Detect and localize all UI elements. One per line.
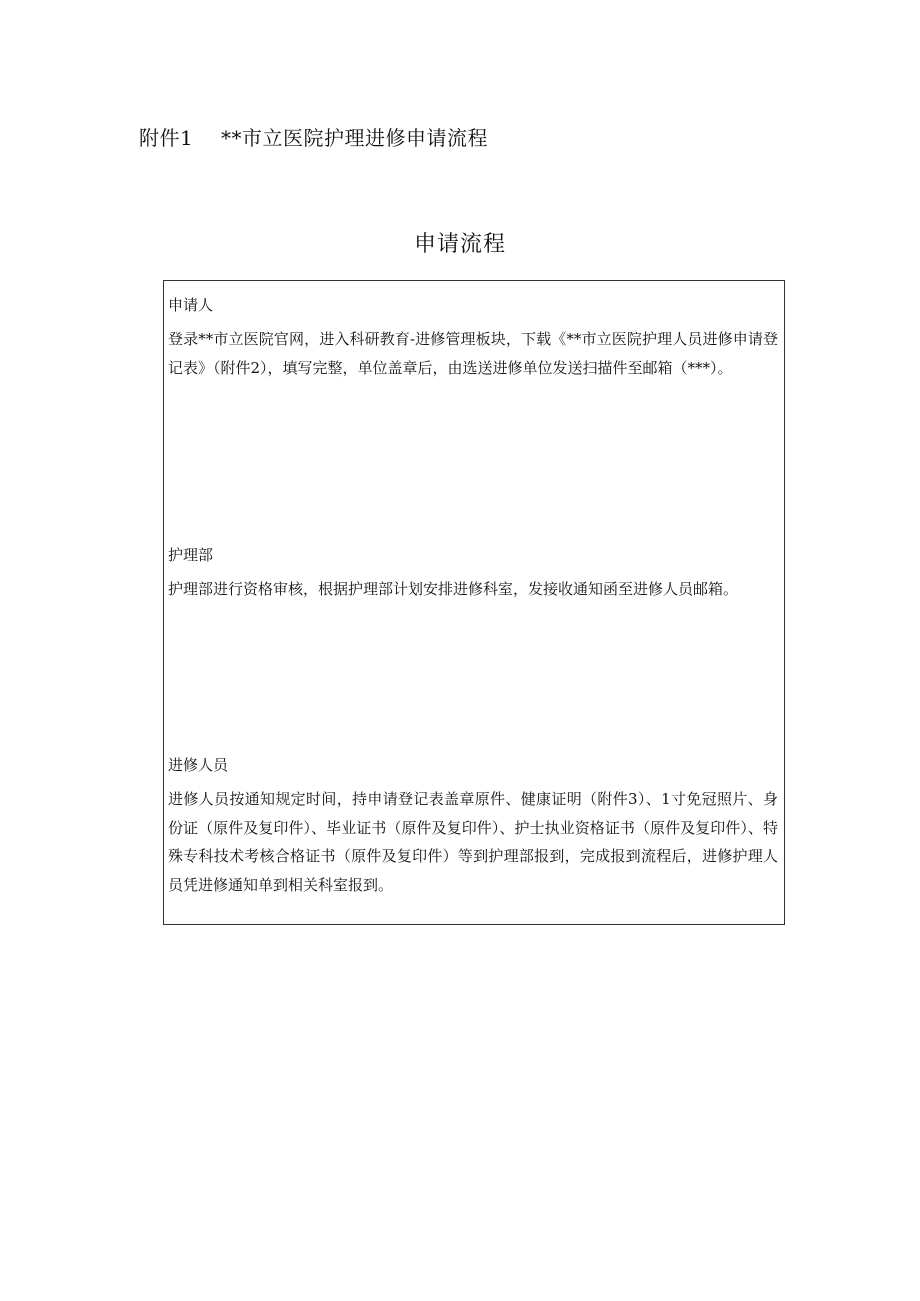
step-heading: 申请人 xyxy=(168,296,214,314)
attachment-label: 附件1 xyxy=(139,126,194,150)
step-heading: 护理部 xyxy=(168,546,214,564)
flow-step-applicant xyxy=(168,291,778,382)
flow-title: 申请流程 xyxy=(413,232,506,257)
flow-step-trainee xyxy=(168,751,778,899)
step-text: 进修人员按通知规定时间，持申请登记表盖章原件、健康证明（附件3）、1寸免冠照片、身份证（原件及复印件）、毕业证书（原件及复印件）、护士执业资格证书（原件及复印件）、特殊专科技术考核合格证书（原件及复印件）等到护理部报到，完成报到流程后，进修护理人员凭进修通知单到相关科室报到。 xyxy=(168,790,778,894)
flow-step-nursing-department xyxy=(168,541,778,604)
document-title: **市立医院护理进修申请流程 xyxy=(221,126,488,150)
flow-box xyxy=(163,280,785,925)
step-text: 登录**市立医院官网，进入科研教育-进修管理板块，下载《**市立医院护理人员进修申请登记表》（附件2），填写完整，单位盖章后，由选送进修单位发送扫描件至邮箱（***）。 xyxy=(168,330,778,377)
step-text: 护理部进行资格审核，根据护理部计划安排进修科室，发接收通知函至进修人员邮箱。 xyxy=(168,580,739,598)
step-heading: 进修人员 xyxy=(168,756,229,774)
document-heading xyxy=(139,124,488,152)
